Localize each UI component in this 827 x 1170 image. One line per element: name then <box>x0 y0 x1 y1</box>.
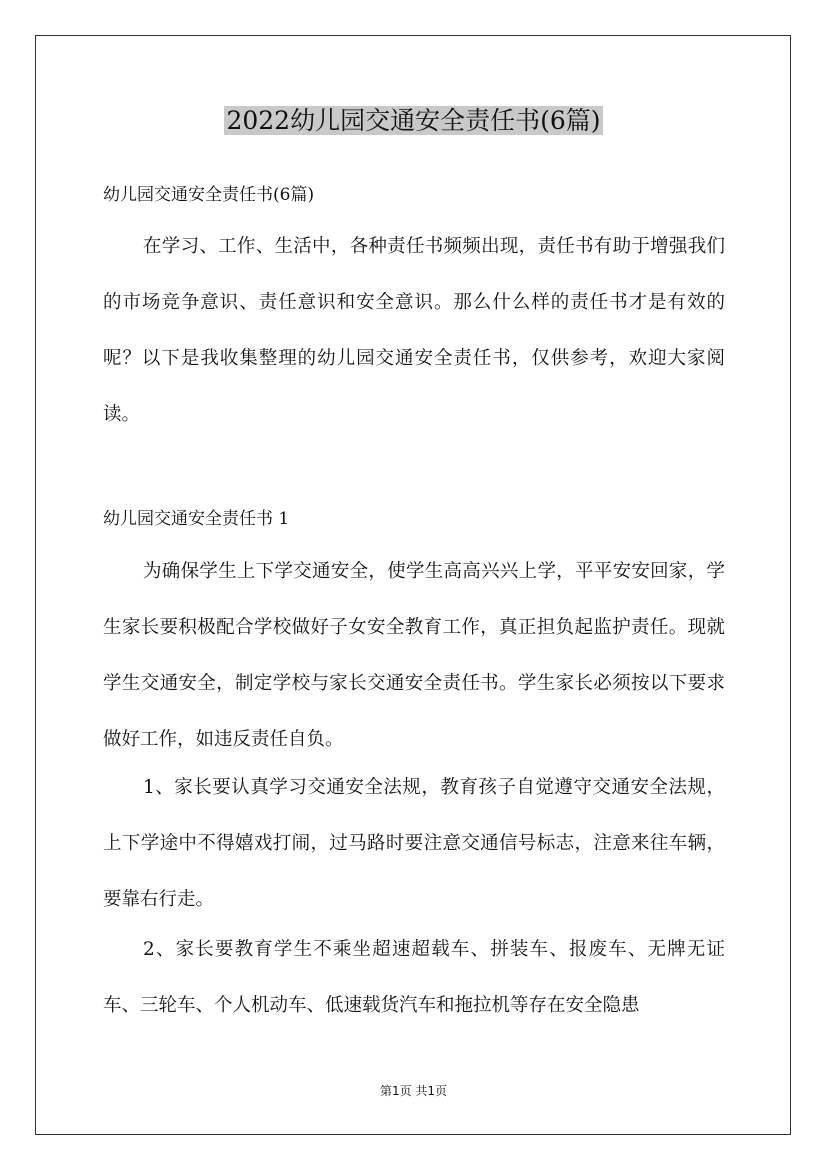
document-title-text: 2022幼儿园交通安全责任书(6篇) <box>226 106 601 135</box>
document-title <box>0 103 827 139</box>
page-footer: 第1页 共1页 <box>379 1084 448 1098</box>
section-paragraph: 为确保学生上下学交通安全，使学生高高兴兴上学，平平安安回家，学生家长要积极配合学校做好子女安全教育工作，真正担负起监护责任。现就学生交通安全，制定学校与家长交通安全责任书。学生家长必须按以下要求做好工作，如违反责任自负。 <box>103 561 725 750</box>
section-paragraph: 1、家长要认真学习交通安全法规，教育孩子自觉遵守交通安全法规，上下学途中不得嬉戏打闹，过马路时要注意交通信号标志，注意来往车辆，要靠右行走。 <box>103 777 725 910</box>
section-paragraph: 2、家长要教育学生不乘坐超速超载车、拼装车、报废车、无牌无证车、三轮车、个人机动车、低速载货汽车和拖拉机等存在安全隐患 <box>103 939 725 1016</box>
section-heading: 幼儿园交通安全责任书 1 <box>103 509 290 529</box>
intro-paragraph: 在学习、工作、生活中，各种责任书频频出现，责任书有助于增强我们的市场竞争意识、责任意识和安全意识。那么什么样的责任书才是有效的呢？以下是我收集整理的幼儿园交通安全责任书，仅供参考，欢迎大家阅读。 <box>103 236 725 425</box>
document-subtitle: 幼儿园交通安全责任书(6篇) <box>103 185 315 205</box>
